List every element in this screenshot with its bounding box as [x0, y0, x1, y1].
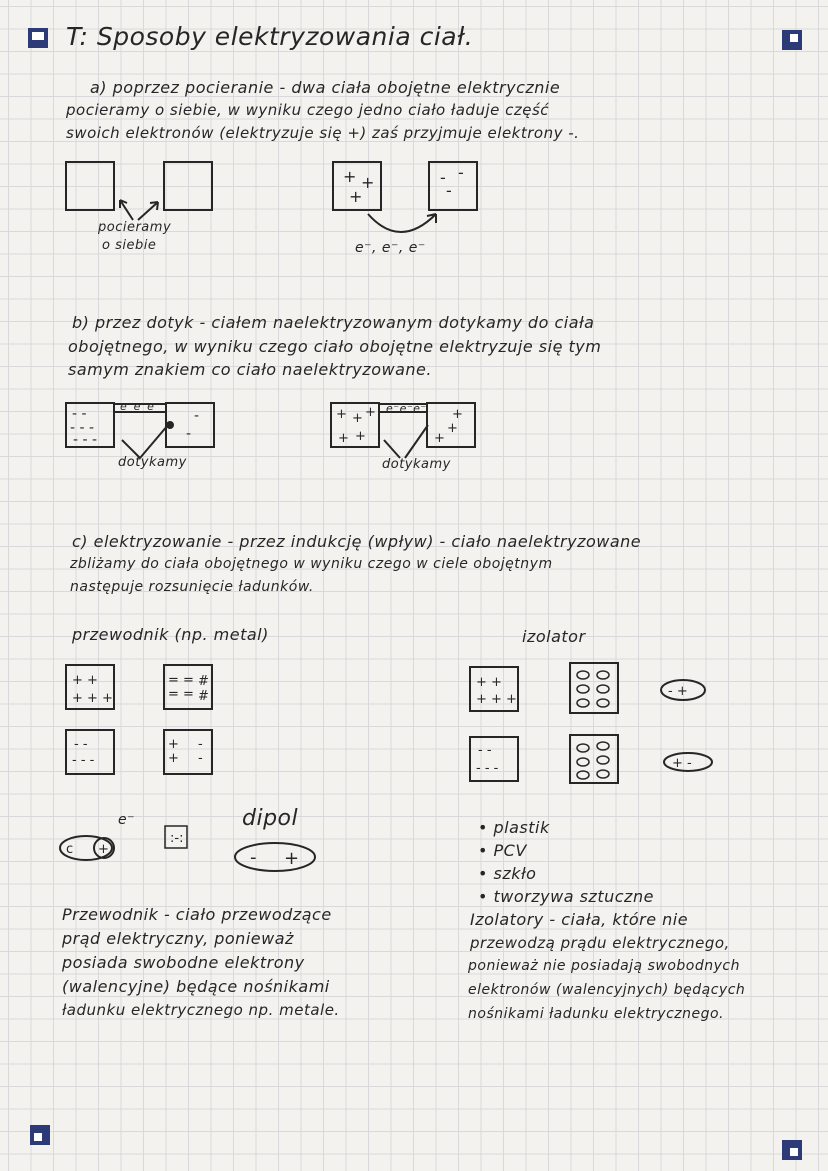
definition-line: ładunku elektrycznego np. metale.: [62, 1001, 340, 1019]
list-item: • tworzywa sztuczne: [478, 887, 654, 906]
svg-text:#: #: [198, 689, 209, 704]
svg-text:= =: = =: [168, 687, 194, 702]
svg-text:-: -: [250, 847, 257, 868]
definition-line: posiada swobodne elektrony: [62, 953, 305, 972]
text-line: pocieramy o siebie, w wyniku czego jedno ciało ładuje część: [66, 101, 550, 119]
diagram-label: dotykamy: [118, 455, 187, 470]
svg-text:+: +: [447, 421, 458, 436]
svg-text:+: +: [365, 405, 376, 420]
diagram-label: e⁻e⁻e⁻: [386, 402, 427, 415]
svg-text:c: c: [66, 842, 74, 857]
svg-text:#: #: [198, 674, 209, 689]
conductor-heading: przewodnik (np. metal): [72, 625, 269, 644]
svg-text:+: +: [352, 411, 363, 426]
definition-line: nośnikami ładunku elektrycznego.: [468, 1006, 725, 1022]
list-item: • PCV: [478, 841, 527, 860]
svg-text:-: -: [186, 426, 192, 442]
text-line: c) elektryzowanie - przez indukcję (wpływ) - ciało naelektryzowane: [72, 532, 642, 551]
svg-text:+: +: [452, 407, 463, 422]
svg-text::-:: :-:: [170, 831, 184, 846]
svg-text:- - -: - - -: [476, 761, 499, 776]
text-line: swoich elektronów (elektryzuje się +) zaś przyjmuje elektrony -.: [66, 124, 580, 142]
text-line: b) przez dotyk - ciałem naelektryzowanym dotykamy do ciała: [72, 313, 595, 332]
svg-text:- - -: - - -: [70, 420, 95, 436]
insulator-heading: izolator: [522, 627, 586, 646]
svg-text:+: +: [338, 431, 349, 446]
svg-text:-: -: [198, 751, 203, 766]
list-item: • plastik: [478, 818, 550, 837]
svg-text:-: -: [440, 168, 446, 187]
dipole-label: dipol: [242, 806, 299, 831]
svg-text:+ + +: + + +: [72, 691, 113, 706]
diagram-label: e⁻: [118, 812, 136, 828]
svg-text:+: +: [434, 431, 445, 446]
text-line: samym znakiem co ciało naelektryzowane.: [68, 360, 432, 379]
svg-text:+: +: [343, 167, 357, 186]
definition-line: ponieważ nie posiadają swobodnych: [468, 958, 740, 974]
svg-text:- - -: - - -: [73, 432, 98, 448]
svg-text:+ +: + +: [72, 673, 98, 688]
touch-diagram: [66, 403, 475, 458]
definition-line: Przewodnik - ciało przewodzące: [62, 905, 332, 924]
insulator-diagram: [470, 663, 712, 783]
svg-text:+: +: [284, 848, 300, 869]
svg-text:+: +: [336, 407, 347, 422]
diagram-label: o siebie: [102, 238, 157, 253]
svg-text:= =: = =: [168, 673, 194, 688]
svg-text:- - -: - - -: [72, 753, 95, 768]
diagram-label: dotykamy: [382, 457, 451, 472]
conductor-diagram: [66, 665, 212, 774]
svg-text:+: +: [361, 173, 375, 192]
text-line: zbliżamy do ciała obojętnego w wyniku czego w ciele obojętnym: [70, 556, 553, 572]
rubbing-diagram: [66, 162, 477, 232]
svg-text:+: +: [355, 429, 366, 444]
definition-line: przewodzą prądu elektrycznego,: [470, 934, 730, 952]
definition-line: (walencyjne) będące nośnikami: [62, 977, 330, 996]
text-line: następuje rozsunięcie ładunków.: [70, 579, 314, 595]
svg-text:+: +: [98, 842, 109, 857]
diagram-label: pocieramy: [98, 220, 172, 235]
diagram-label: e⁻e⁻e⁻: [120, 400, 161, 413]
definition-line: Izolatory - ciała, które nie: [470, 910, 689, 929]
dipole-diagram: [60, 826, 315, 871]
svg-text:+ -: + -: [672, 756, 692, 771]
svg-text:+ + +: + + +: [476, 692, 517, 707]
definition-line: prąd elektryczny, ponieważ: [62, 929, 294, 948]
svg-text:-: -: [194, 408, 200, 424]
svg-text:-: -: [458, 163, 464, 182]
svg-text:+ +: + +: [476, 675, 502, 690]
diagram-label: e⁻, e⁻, e⁻: [355, 240, 426, 256]
svg-text:-: -: [198, 737, 203, 752]
page-title: T: Sposoby elektryzowania ciał.: [66, 22, 474, 51]
svg-text:- -: - -: [74, 737, 88, 752]
svg-text:- +: - +: [668, 684, 688, 699]
text-line: obojętnego, w wyniku czego ciało obojętne elektryzuje się tym: [68, 337, 602, 356]
svg-text:- -: - -: [478, 743, 492, 758]
svg-text:- -: - -: [72, 406, 87, 422]
svg-text:+: +: [349, 187, 363, 206]
definition-line: elektronów (walencyjnych) będących: [468, 982, 746, 998]
svg-text:+: +: [168, 737, 179, 752]
svg-text:+: +: [168, 751, 179, 766]
svg-text:-: -: [446, 181, 452, 200]
list-item: • szkło: [478, 864, 537, 883]
text-line: a) poprzez pocieranie - dwa ciała obojętne elektrycznie: [90, 78, 561, 97]
